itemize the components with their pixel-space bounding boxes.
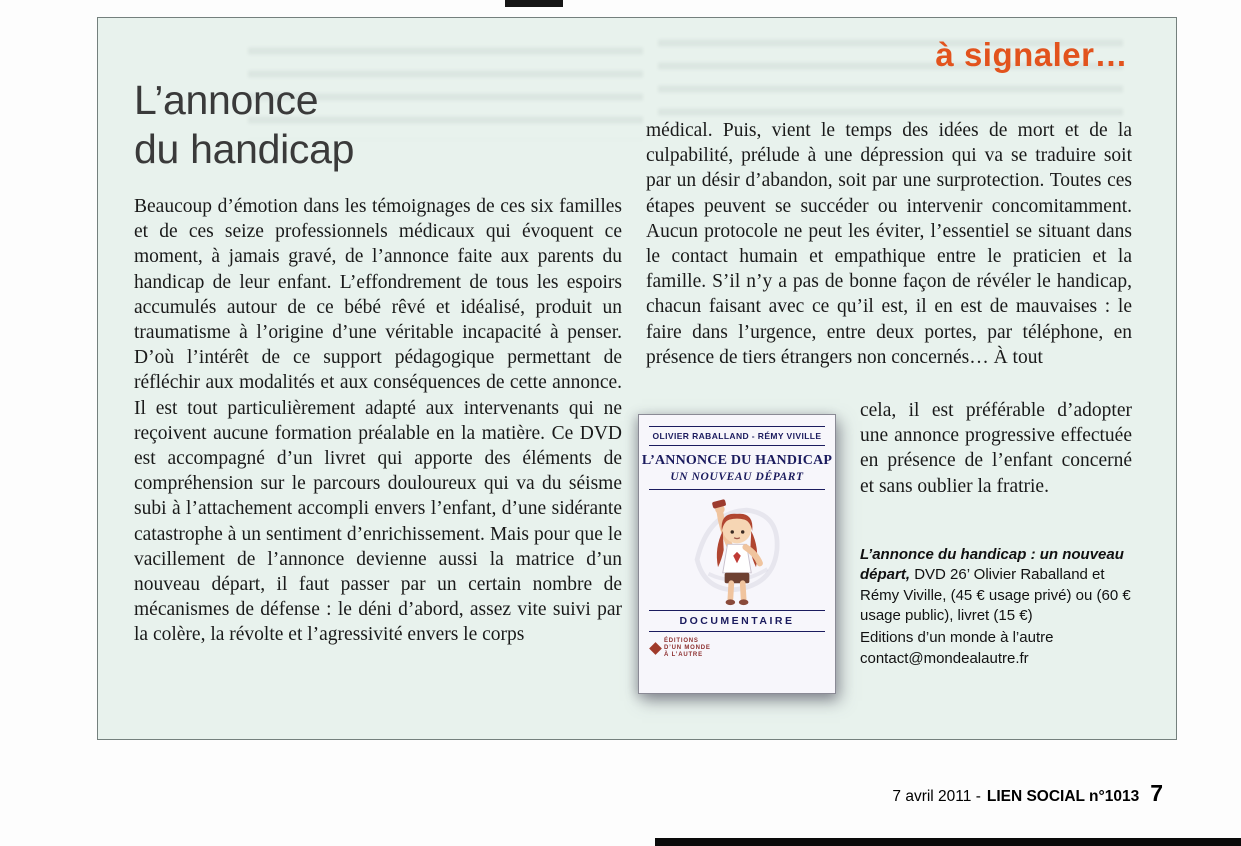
dvd-cover (638, 414, 836, 694)
page-footer (892, 780, 1163, 807)
article-frame (97, 17, 1177, 740)
publisher-name (664, 638, 711, 659)
title-line-1: L’annonce (134, 77, 319, 123)
publisher-line-1: ÉDITIONS (664, 638, 699, 644)
cover-rule (649, 426, 825, 427)
scan-artifact-top (505, 0, 563, 7)
right-column-text-part2: cela, il est préférable d’adopter une annonce progressive effectuée en présence de l’enfant concerné et sans oublier la fratrie. (860, 400, 1132, 497)
publisher-line-2: D’UN MONDE (664, 645, 711, 651)
right-column-text-part1: médical. Puis, vient le temps des idées de mort et de la culpabilité, prélude à une dépression qui va se traduire soit par un désir d’abandon, soit par une surprotection. Toutes ces étapes peuvent se succéder ou intervenir concomitamment. Aucun protocole ne peut les éviter, l’essentiel se situant dans le contact humain et empathique entre le praticien et la famille. S’il n’y a pas de bonne façon de révéler le handicap, chacun faisant avec ce qu’il est, il en est de mauvaises : le faire dans l’urgence, entre deux portes, par téléphone, en présence de tiers étrangers non concernés… À tout (646, 120, 1132, 368)
caption-email: contact@mondealautre.fr (860, 650, 1029, 668)
footer-page-number: 7 (1150, 780, 1163, 806)
caption-details: DVD 26’ Olivier Raballand et Rémy Viville, (45 € usage privé) ou (60 € usage public), livret (15 €) (860, 566, 1131, 625)
cover-rule (649, 489, 825, 490)
cover-rule (649, 631, 825, 632)
dvd-cover-authors: OLIVIER RABALLAND - RÉMY VIVILLE (652, 431, 822, 441)
dvd-cover-genre: DOCUMENTAIRE (679, 615, 795, 627)
caption-publisher: Editions d’un monde à l’autre (860, 628, 1054, 646)
dvd-cover-publisher-logo (651, 638, 711, 659)
dvd-cover-subtitle: UN NOUVEAU DÉPART (670, 471, 804, 483)
publisher-line-3: À L’AUTRE (664, 652, 703, 658)
title-line-2: du handicap (134, 126, 355, 172)
dvd-cover-photo (638, 414, 844, 694)
caption-lead (860, 545, 1132, 627)
manga-girl-drawing (678, 493, 796, 607)
cover-rule (649, 445, 825, 446)
caption-title: L’annonce du handicap : un nouveau départ, (860, 545, 1124, 584)
publisher-mark-icon (649, 642, 662, 655)
cover-rule (649, 610, 825, 611)
right-column-wrap-row (638, 398, 1132, 694)
footer-date: 7 avril 2011 - (892, 788, 981, 805)
right-column-narrow (860, 398, 1132, 670)
left-column-text: Beaucoup d’émotion dans les témoignages de ces six familles et de ces seize professionnels médicaux qui évoquent ce moment, à jamais gravé, de l’annonce faite aux parents du handicap de leur enfant. L’effondrement de tous les espoirs accumulés autour de ce bébé rêvé et idéalisé, produit un traumatisme à l’origine d’une véritable incapacité à penser. D’où l’intérêt de ce support pédagogique permettant de réfléchir aux modalités et aux conséquences de cette annonce. Il est tout particulièrement adapté aux intervenants qui ne reçoivent aucune formation préalable en la matière. Ce DVD est accompagné d’un livret qui apporte des éléments de compréhension sur le parcours douloureux qui va du séisme subi à l’attachement accompli envers l’enfant, d’une sidérante catastrophe à un sentiment d’enrichissement. Mais pour que le vacillement de l’annonce devienne aussi la matrice d’un nouveau départ, il faut passer par un certain nombre de mécanismes de défense : le déni d’abord, assez vite suivi par la colère, la révolte et l’agressivité envers le corps (134, 196, 622, 646)
dvd-caption (860, 545, 1132, 670)
footer-magazine: LIEN SOCIAL n°1013 (986, 788, 1140, 805)
manga-girl-illustration (678, 493, 796, 607)
article-title (134, 76, 354, 174)
dvd-cover-title: L’ANNONCE DU HANDICAP (641, 453, 833, 468)
scan-artifact-bottom (655, 838, 1241, 846)
signal-header: à signaler… (935, 36, 1128, 73)
